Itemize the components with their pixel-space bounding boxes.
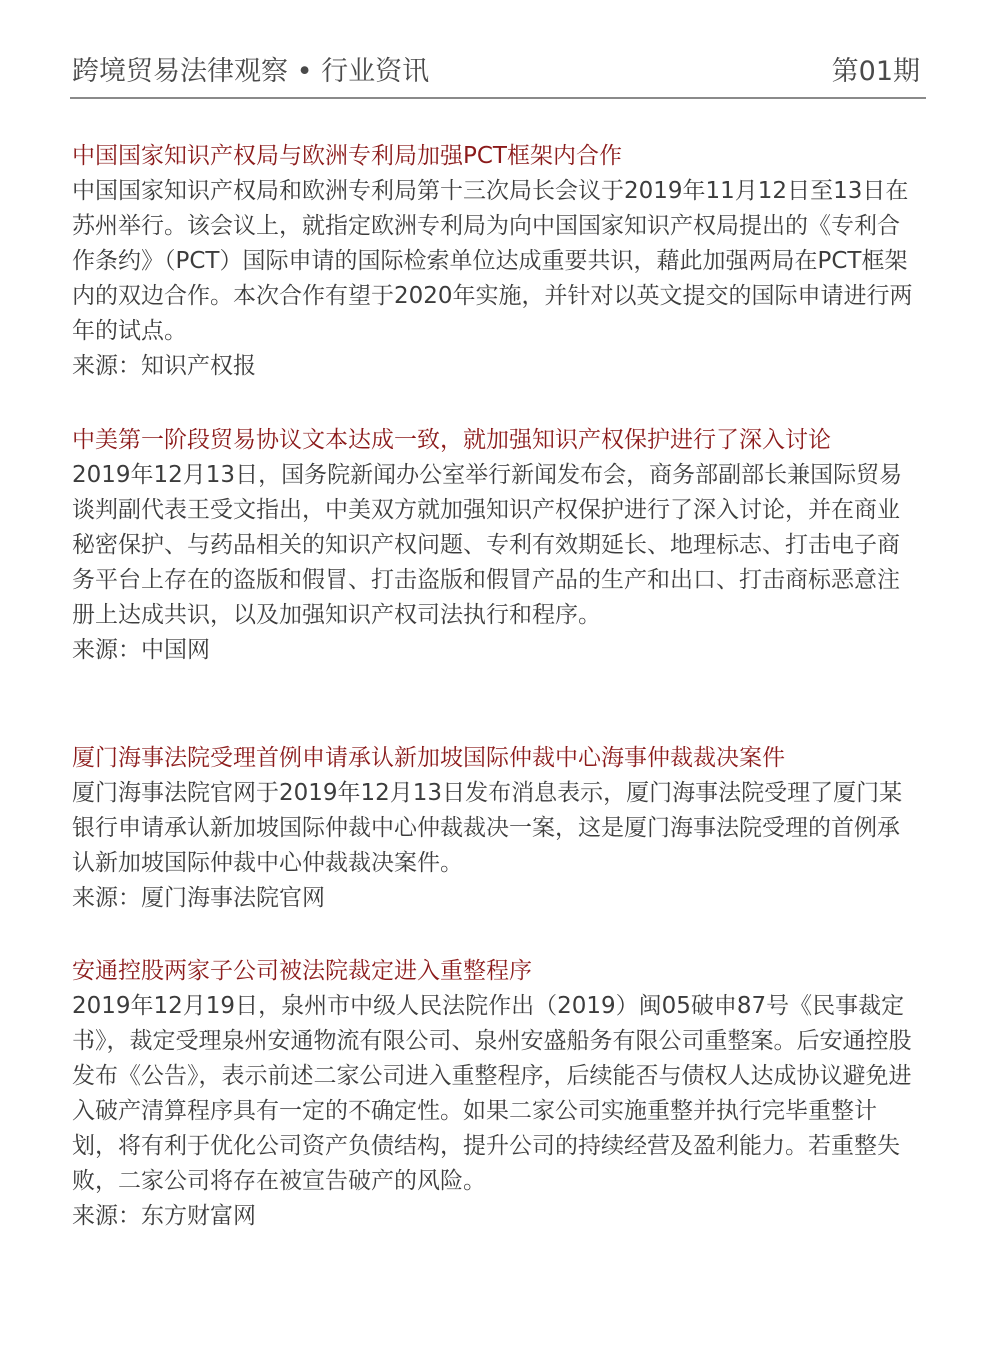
publication-title: 跨境贸易法律观察 • 行业资讯 bbox=[72, 56, 430, 87]
article-body: 2019年12月19日，泉州市中级人民法院作出（2019）闽05破申87号《民事裁定书》，裁定受理泉州安通物流有限公司、泉州安盛船务有限公司重整案。后安通控股发布《公告》，表示前述二家公司进入重整程序，后续能否与债权人达成协议避免进入破产清算程序具有一定的不确定性。如果二家公司实施重整并执行完毕重整计划，将有利于优化公司资产负债结构，提升公司的持续经营及盈利能力。若重整失败，二家公司将存在被宣告破产的风险。 bbox=[72, 993, 912, 1194]
article-title: 厦门海事法院受理首例申请承认新加坡国际仲裁中心海事仲裁裁决案件 bbox=[72, 745, 785, 771]
article-title: 中美第一阶段贸易协议文本达成一致，就加强知识产权保护进行了深入讨论 bbox=[72, 427, 831, 453]
header-divider bbox=[70, 97, 926, 99]
article-item bbox=[72, 139, 922, 384]
article-item bbox=[72, 954, 922, 1234]
article-body: 中国国家知识产权局和欧洲专利局第十三次局长会议于2019年11月12日至13日在苏州举行。该会议上，就指定欧洲专利局为向中国国家知识产权局提出的《专利合作条约》（PCT）国际申请的国际检索单位达成重要共识，藉此加强两局在PCT框架内的双边合作。本次合作有望于2020年实施，并针对以英文提交的国际申请进行两年的试点。 bbox=[72, 178, 913, 344]
page-header bbox=[72, 52, 924, 98]
article-source: 来源：知识产权报 bbox=[72, 353, 256, 379]
article-body: 2019年12月13日，国务院新闻办公室举行新闻发布会，商务部副部长兼国际贸易谈判副代表王受文指出，中美双方就加强知识产权保护进行了深入讨论，并在商业秘密保护、与药品相关的知识产权问题、专利有效期延长、地理标志、打击电子商务平台上存在的盗版和假冒、打击盗版和假冒产品的生产和出口、打击商标恶意注册上达成共识，以及加强知识产权司法执行和程序。 bbox=[72, 462, 903, 628]
article-source: 来源：中国网 bbox=[72, 637, 210, 663]
article-source: 来源：东方财富网 bbox=[72, 1203, 256, 1229]
article-item bbox=[72, 741, 922, 916]
article-title: 中国国家知识产权局与欧洲专利局加强PCT框架内合作 bbox=[72, 143, 622, 169]
article-body: 厦门海事法院官网于2019年12月13日发布消息表示，厦门海事法院受理了厦门某银行申请承认新加坡国际仲裁中心仲裁裁决一案，这是厦门海事法院受理的首例承认新加坡国际仲裁中心仲裁裁决案件。 bbox=[72, 780, 903, 876]
article-source: 来源：厦门海事法院官网 bbox=[72, 885, 325, 911]
article-item bbox=[72, 423, 922, 668]
issue-number: 第01期 bbox=[831, 56, 920, 87]
article-title: 安通控股两家子公司被法院裁定进入重整程序 bbox=[72, 958, 532, 984]
